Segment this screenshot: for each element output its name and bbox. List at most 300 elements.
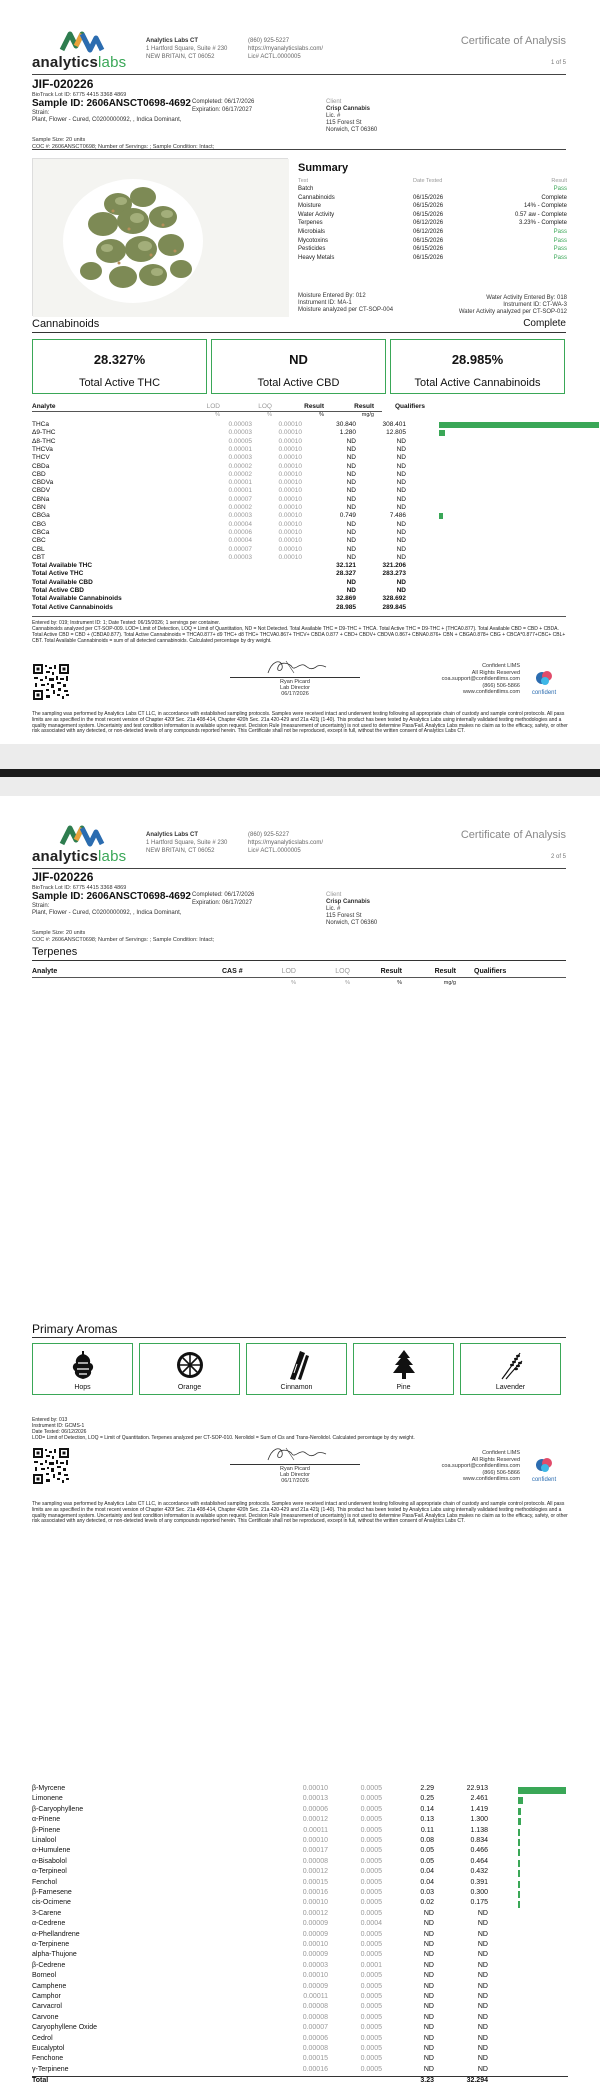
aromas-title: Primary Aromas — [32, 1322, 118, 1336]
terpene-name: Eucalyptol — [32, 2045, 65, 2052]
client-street: 115 Forest St — [326, 913, 362, 919]
confident-logo — [524, 1455, 564, 1489]
terpene-result-mg: 0.175 — [470, 1899, 488, 1907]
summary-result: 0.57 aw - Complete — [514, 211, 567, 218]
terpene-notes-method: LOD= Limit of Detection, LOQ = Limit of Quantitation. Terpenes analyzed per CT-SOP-010. Nerolidol = Sum of Cis and Trans-Nerolidol. Calculated percentage by dry weight. — [32, 1435, 415, 1441]
terpenes-title: Terpenes — [32, 946, 78, 958]
terpene-notes-instrument: Instrument ID: GCMS-1 — [32, 1423, 85, 1429]
terpene-result-pct: 2.29 — [420, 1785, 434, 1792]
qualifier-bar — [518, 1891, 520, 1898]
analyte-lod: 0.00003 — [228, 512, 252, 520]
terpene-result-pct: ND — [423, 1920, 434, 1928]
client-info — [326, 99, 377, 134]
terpene-lod: 0.00010 — [302, 1899, 328, 1907]
terpene-result-pct: 0.25 — [420, 1795, 434, 1803]
terpene-lod: 0.00008 — [302, 2003, 328, 2011]
terpene-loq: 0.0005 — [360, 1972, 382, 1980]
table-row — [32, 1920, 568, 1930]
terpene-lod: 0.00008 — [302, 2013, 328, 2021]
summary-date: 06/15/2026 — [413, 254, 444, 261]
table-row — [32, 1899, 568, 1909]
terpene-loq: 0.0005 — [360, 1847, 382, 1855]
summary-row — [298, 186, 567, 193]
client-label: Client — [326, 892, 342, 898]
terpene-result-pct: ND — [423, 2034, 434, 2042]
analyte-lod: 0.00005 — [228, 437, 252, 445]
summary-result: Pass — [553, 186, 567, 192]
page-number: 2 of 5 — [550, 854, 566, 860]
lims-name: Confident LIMS — [482, 663, 520, 669]
terpene-loq: 0.0005 — [360, 1930, 382, 1938]
total-result-pct: 28.985 — [336, 603, 356, 611]
analyte-result-pct: ND — [346, 462, 356, 470]
terpene-loq: 0.0005 — [360, 1909, 382, 1917]
analyte-name: CBD — [32, 470, 46, 478]
table-row — [32, 446, 568, 454]
table-row — [32, 2035, 568, 2045]
sign-date: 06/17/2026 — [281, 691, 309, 697]
kpi-value: 28.985% — [451, 352, 504, 367]
terpene-name: alpha-Thujone — [32, 1951, 77, 1959]
terpene-result-mg: ND — [477, 1920, 488, 1928]
table-row — [32, 429, 568, 437]
terpene-result-mg: ND — [477, 1972, 488, 1980]
analyte-lod: 0.00001 — [228, 479, 252, 487]
confident-lims-info — [400, 1450, 520, 1483]
lab-phone: (860) 925-5227 — [248, 832, 290, 838]
terpene-lod: 0.00010 — [302, 1837, 328, 1844]
terpene-result-pct: 0.08 — [420, 1837, 434, 1844]
analyte-result-pct: ND — [346, 528, 356, 536]
terpene-header-rule — [32, 977, 566, 978]
table-row — [32, 504, 568, 512]
confident-logo-text: confident — [531, 690, 557, 696]
wa-sop: Water Activity analyzed per CT-SOP-012 — [458, 309, 567, 315]
lims-email[interactable]: coa.support@confidentlims.com — [441, 676, 520, 682]
analyte-name: Δ9-THC — [32, 429, 56, 437]
summary-row — [298, 238, 567, 245]
qualifier-bar — [439, 513, 443, 519]
lims-website[interactable]: www.confidentlims.com — [462, 1476, 520, 1482]
sample-info — [32, 870, 568, 943]
total-row — [32, 595, 568, 603]
table-row — [32, 1879, 568, 1889]
expiration-date: Expiration: 06/17/2027 — [192, 899, 253, 906]
signer-role: Lab Director — [280, 1472, 310, 1478]
lab-license: Lic# ACTL.0000005 — [248, 848, 301, 854]
wa-entered: Water Activity Entered By: 018 — [486, 295, 567, 301]
total-result-pct: 3.23 — [420, 2077, 434, 2085]
sample-id: Sample ID: 2606ANSCT0698-4692 — [32, 98, 191, 109]
summary-title: Summary — [298, 162, 349, 174]
analyte-name: CBGa — [32, 512, 50, 520]
table-row — [32, 512, 568, 520]
total-name: Total Available Cannabinoids — [32, 595, 122, 603]
terpene-loq: 0.0005 — [360, 2045, 382, 2052]
terpene-name: β-Cedrene — [32, 1961, 66, 1969]
total-result-mg: ND — [396, 578, 406, 586]
table-row — [32, 529, 568, 537]
analyte-loq: 0.00010 — [278, 512, 302, 520]
terpene-result-mg: ND — [477, 1909, 488, 1917]
terpene-lod: 0.00016 — [302, 1889, 328, 1896]
summary-result: Pass — [553, 254, 567, 261]
col-loq: LOQ — [335, 968, 350, 975]
terpene-loq: 0.0005 — [360, 1837, 382, 1844]
wa-instrument: Instrument ID: CT-WA-3 — [503, 302, 567, 308]
confident-logo — [524, 668, 564, 702]
terpene-result-mg: 1.419 — [470, 1805, 488, 1813]
sample-dates — [192, 892, 254, 907]
analyte-result-mg: ND — [396, 495, 406, 503]
analyte-result-mg: ND — [396, 553, 406, 561]
terpene-result-pct: ND — [423, 2055, 434, 2063]
terpene-result-mg: 0.300 — [470, 1889, 488, 1896]
analyte-loq: 0.00010 — [278, 429, 302, 437]
terpene-loq: 0.0005 — [360, 2055, 382, 2063]
terpene-name: Borneol — [32, 1972, 57, 1980]
col-analyte: Analyte — [32, 968, 58, 975]
analyte-lod: 0.00004 — [228, 520, 252, 528]
qualifier-bar — [518, 1849, 520, 1856]
terpene-result-mg: ND — [477, 2013, 488, 2021]
kpi-total-active-cannabinoids — [390, 339, 565, 394]
summary-result: Complete — [541, 194, 567, 201]
total-name: Total Active CBD — [32, 587, 85, 594]
terpene-loq: 0.0005 — [360, 1951, 382, 1959]
terpene-lod: 0.00017 — [302, 1847, 328, 1855]
summary-header-date: Date Tested — [413, 178, 443, 184]
terpene-loq: 0.0004 — [360, 1920, 382, 1928]
terpene-name: Caryophyllene Oxide — [32, 2024, 97, 2032]
terpene-loq: 0.0005 — [360, 2003, 382, 2011]
cannabinoid-table-end-rule — [32, 616, 566, 617]
terpene-result-mg: 0.464 — [470, 1857, 488, 1865]
analyte-name: CBDVa — [32, 479, 54, 487]
lab-website[interactable]: https://myanalyticslabs.com/ — [248, 840, 324, 846]
kpi-total-active-cbd — [211, 339, 386, 394]
aroma-card-hops — [32, 1343, 133, 1395]
table-row — [32, 554, 568, 562]
signature-image — [230, 657, 360, 677]
lims-rights: All Rights Reserved — [471, 1456, 520, 1463]
lab-name: Analytics Labs CT — [146, 832, 199, 838]
table-row — [32, 521, 568, 529]
unit-result-pct: % — [397, 980, 402, 986]
lims-phone: (866) 506-5866 — [482, 682, 520, 689]
coc-info: COC #: 2606ANSCT0698; Number of Servings: ; Sample Condition: Intact; — [32, 143, 215, 150]
table-row — [32, 2003, 568, 2013]
terpene-loq: 0.0005 — [360, 1826, 382, 1834]
terpene-result-pct: ND — [423, 1951, 434, 1959]
analyte-name: CBG — [32, 520, 47, 528]
terpene-result-mg: 1.300 — [470, 1816, 488, 1824]
lims-phone: (866) 506-5866 — [482, 1469, 520, 1476]
analyte-result-pct: 30.840 — [336, 421, 356, 428]
qualifier-bar — [518, 1818, 521, 1825]
terpene-loq: 0.0005 — [360, 1878, 382, 1886]
terpene-lod: 0.00013 — [302, 1795, 328, 1803]
biotrack-lot: BioTrack Lot ID: 6775 4415 3368 4869 — [32, 92, 127, 98]
qualifier-bar — [439, 422, 599, 428]
analyte-name: CBC — [32, 537, 46, 545]
summary-row — [298, 255, 567, 262]
summary-test: Terpenes — [298, 220, 323, 227]
lab-license: Lic# ACTL.0000005 — [248, 54, 301, 60]
terpene-lod: 0.00010 — [302, 1785, 328, 1792]
analyte-name: THCV — [32, 454, 50, 462]
client-city: Norwich, CT 06360 — [326, 920, 378, 926]
analyte-loq: 0.00010 — [278, 445, 302, 453]
table-row — [32, 1868, 568, 1878]
summary-test: Microbials — [298, 229, 326, 235]
col-result-pct: Result — [380, 968, 402, 975]
qr-code-icon[interactable] — [32, 663, 70, 701]
total-row — [32, 604, 568, 612]
terpene-result-pct: ND — [423, 1941, 434, 1948]
lims-rights: All Rights Reserved — [471, 669, 520, 676]
analyte-loq: 0.00010 — [278, 504, 302, 511]
qualifier-bar — [518, 1901, 520, 1908]
lims-website[interactable]: www.confidentlims.com — [462, 689, 520, 695]
qualifier-bar — [518, 1860, 520, 1867]
unit-result-mg: mg/g — [361, 412, 374, 418]
aroma-label: Pine — [396, 1384, 411, 1391]
terpene-result-pct: ND — [423, 1909, 434, 1917]
lab-address-line2: NEW BRITAIN, CT 06052 — [146, 54, 215, 60]
terpene-result-pct: ND — [423, 1993, 434, 2000]
lab-contact — [248, 37, 388, 61]
terpene-name: β-Caryophyllene — [32, 1805, 84, 1813]
moisture-sop: Moisture analyzed per CT-SOP-004 — [298, 307, 394, 313]
lavender-icon — [496, 1349, 526, 1381]
analyte-name: CBT — [32, 553, 45, 561]
unit-result-mg: mg/g — [443, 980, 456, 986]
table-row — [32, 1889, 568, 1899]
aroma-label: Lavender — [495, 1384, 526, 1391]
signer-role: Lab Director — [280, 685, 310, 691]
summary-test: Pesticides — [298, 246, 326, 253]
terpene-result-mg: ND — [477, 2024, 488, 2032]
disclaimer-text: The sampling was performed by Analytics Labs CT LLC, in accordance with established sampling protocols. Samples were received intact and underwent testing following all appropriate chain of custody and sample control protocols. All pass limits are as specified in the most recent version of Chapter 420f Sec. 21a 408-414, Chapter 420h Sec. 21a 420-429 and 21a 421j (1-40). This product has been tested by Analytics Labs using internally validated testing methodologies and a quality management system. Uncertainty and test condition information is available upon request. Decision Rule (measurement of uncertainty) is not used to determine Pass/Fail. Analytics Labs makes no claim as to the efficacy, safety, or other risk associated with any detected, or non-detected levels of any compounds reported herein. This Certificate shall not be reproduced, except in full, without the written consent of Analytics Labs CT. — [32, 1501, 568, 1525]
table-row — [32, 1785, 568, 1795]
terpene-lod: 0.00009 — [302, 1920, 328, 1928]
strain-label: Strain: — [32, 903, 50, 909]
terpene-loq: 0.0005 — [360, 1816, 382, 1824]
summary-test: Water Activity — [298, 211, 335, 218]
analyte-loq: 0.00010 — [278, 553, 302, 561]
unit-lod: % — [291, 980, 296, 986]
terpene-name: α-Cedrene — [32, 1920, 66, 1928]
table-row — [32, 1993, 568, 2003]
lab-address-line1: 1 Hartford Square, Suite # 230 — [146, 46, 228, 52]
terpene-result-pct: ND — [423, 1972, 434, 1980]
analyte-name: CBDV — [32, 487, 51, 495]
terpene-name: cis-Ocimene — [32, 1899, 71, 1907]
sample-info — [32, 77, 568, 150]
terpene-name: Fenchol — [32, 1878, 57, 1886]
kpi-value: 28.327% — [93, 352, 146, 367]
page-separator — [0, 744, 600, 796]
summary-test: Cannabinoids — [298, 194, 335, 201]
cannabinoids-title: Cannabinoids — [32, 318, 100, 330]
lims-name: Confident LIMS — [482, 1450, 520, 1456]
terpene-result-pct: 0.04 — [420, 1878, 434, 1886]
terpene-name: α-Bisabolol — [32, 1857, 67, 1865]
pine-icon — [389, 1349, 419, 1381]
total-result-pct: 32.121 — [336, 562, 356, 570]
analyte-result-mg: 308.401 — [382, 421, 406, 428]
table-row — [32, 463, 568, 471]
summary-date: 06/15/2026 — [413, 203, 444, 210]
col-result-mg: Result — [354, 403, 374, 410]
moisture-info — [298, 293, 393, 314]
completed-date: Completed: 06/17/2026 — [192, 99, 255, 105]
analyte-lod: 0.00003 — [228, 421, 252, 428]
terpene-lod: 0.00012 — [302, 1909, 328, 1917]
col-lod: LOD — [281, 968, 296, 975]
analyte-lod: 0.00001 — [228, 487, 252, 495]
qr-code-icon[interactable] — [32, 1447, 70, 1485]
analyte-result-pct: 1.280 — [339, 429, 356, 437]
lab-website[interactable]: https://myanalyticslabs.com/ — [248, 46, 324, 52]
summary-date: 06/15/2026 — [413, 194, 444, 201]
aroma-label: Hops — [74, 1384, 91, 1391]
table-row — [32, 2045, 568, 2055]
analyte-result-pct: ND — [346, 504, 356, 511]
strain-value: Plant, Flower - Cured, C0200000092, , Indica Dominant, — [32, 117, 182, 123]
client-info — [326, 892, 377, 927]
strain-label: Strain: — [32, 110, 50, 116]
terpene-loq: 0.0005 — [360, 1941, 382, 1948]
table-row — [32, 1951, 568, 1961]
kpi-label: Total Active CBD — [257, 377, 340, 389]
logo-wordmark: analyticslabs — [32, 54, 127, 71]
terpene-result-mg: 0.466 — [470, 1847, 488, 1855]
analyte-loq: 0.00010 — [278, 495, 302, 503]
summary-test: Batch — [298, 186, 314, 192]
terpene-loq: 0.0005 — [360, 2034, 382, 2042]
terpene-result-mg: 0.834 — [470, 1837, 488, 1844]
analyte-result-mg: ND — [396, 437, 406, 445]
total-result-mg: ND — [396, 587, 406, 594]
terpene-result-mg: ND — [477, 1961, 488, 1969]
qualifier-bar — [439, 430, 445, 436]
client-license: Lic. # — [326, 906, 341, 912]
analyte-loq: 0.00010 — [278, 462, 302, 470]
unit-loq: % — [267, 412, 272, 418]
total-name: Total — [32, 2077, 49, 2085]
total-result-pct: 28.327 — [336, 570, 356, 578]
terpene-name: Linalool — [32, 1837, 57, 1844]
total-result-pct: ND — [346, 587, 356, 594]
summary-result: Pass — [553, 237, 567, 244]
terpene-loq: 0.0001 — [360, 1961, 382, 1969]
table-row — [32, 1847, 568, 1857]
terpene-result-mg: ND — [477, 1941, 488, 1948]
terpene-lod: 0.00015 — [302, 2055, 328, 2063]
sample-size: Sample Size: 20 units — [32, 137, 86, 143]
terpenes-rule — [32, 960, 566, 961]
jif-number: JIF-020226 — [32, 77, 94, 91]
terpene-lod: 0.00007 — [302, 2024, 328, 2032]
kpi-label: Total Active Cannabinoids — [414, 377, 541, 389]
lab-name: Analytics Labs CT — [146, 38, 199, 44]
sample-size: Sample Size: 20 units — [32, 930, 86, 936]
sign-date: 06/17/2026 — [281, 1478, 309, 1484]
analyte-lod: 0.00003 — [228, 454, 252, 462]
col-qualifiers: Qualifiers — [474, 968, 507, 975]
terpene-lod: 0.00010 — [302, 1941, 328, 1948]
analyte-name: CBCa — [32, 528, 50, 536]
terpene-lod: 0.00012 — [302, 1816, 328, 1824]
terpene-lod: 0.00012 — [302, 1868, 328, 1876]
total-row — [32, 2076, 568, 2086]
terpene-lod: 0.00015 — [302, 1878, 328, 1886]
summary-row — [298, 195, 567, 202]
qualifier-bar — [518, 1870, 520, 1877]
terpene-result-mg: ND — [477, 2003, 488, 2011]
aroma-label: Orange — [177, 1384, 202, 1391]
summary-result: 3.23% - Complete — [518, 220, 567, 227]
table-row — [32, 487, 568, 495]
analyte-result-mg: 12.805 — [386, 429, 406, 437]
coc-info: COC #: 2606ANSCT0698; Number of Servings: ; Sample Condition: Intact; — [32, 936, 215, 943]
header-rule — [32, 74, 566, 75]
terpene-result-mg: ND — [477, 1993, 488, 2000]
terpene-result-mg: ND — [477, 2034, 488, 2042]
analyte-result-mg: ND — [396, 545, 406, 553]
strain-info — [32, 110, 192, 124]
terpene-result-pct: 0.02 — [420, 1899, 434, 1907]
terpene-loq: 0.0005 — [360, 2065, 382, 2073]
terpene-name: α-Terpineol — [32, 1868, 67, 1876]
analyte-result-pct: 0.749 — [339, 512, 356, 520]
terpene-loq: 0.0005 — [360, 2013, 382, 2021]
summary-test: Mycotoxins — [298, 237, 329, 244]
unit-loq: % — [345, 980, 350, 986]
terpene-name: Cedrol — [32, 2034, 53, 2042]
lab-address — [146, 37, 251, 61]
terpene-result-pct: ND — [423, 2065, 434, 2073]
terpene-name: Camphene — [32, 1982, 67, 1990]
col-result-pct: Result — [304, 403, 324, 410]
terpene-result-pct: 0.14 — [420, 1805, 434, 1813]
analyte-loq: 0.00010 — [278, 537, 302, 545]
analyte-loq: 0.00010 — [278, 470, 302, 478]
total-row — [32, 562, 568, 570]
summary-header-test: Test — [298, 178, 309, 184]
terpene-lod: 0.00006 — [302, 2034, 328, 2042]
logo-wordmark: analyticslabs — [32, 848, 127, 865]
table-row — [32, 421, 568, 429]
sample-id: Sample ID: 2606ANSCT0698-4692 — [32, 891, 191, 902]
sample-photo — [32, 158, 288, 316]
analyte-loq: 0.00010 — [278, 520, 302, 528]
analyte-loq: 0.00010 — [278, 479, 302, 487]
lims-email[interactable]: coa.support@confidentlims.com — [441, 1463, 520, 1469]
summary-row — [298, 212, 567, 219]
cannabinoid-notes-method: Cannabinoids analyzed per CT-SOP-009. LOD= Limit of Detection, LOQ = Limit of Quantitation, ND = Not Detected. Total Available THC = D9-THC + THCA. Total Active THC = D9-THC + (THCA0.877). Total Available CBD = CBD + CBDA. Total Active CBD = CBD + (CBDA0.877). Total Active Cannabinoids = THCA0.877+ d9 THC+ d8 THC+ THCVA0.867+ THCV+ CBDA 0.877 + CBD+ CBDV+ CBDVA 0.867+ CBNA0.876+ CBN + CBGA0.878+ CBG + CBCA*0.877+CBC+ CBL+ CBT. Total Available Cannabinoids = sum of all detected cannabinoids. Calculated percentage by dry weight. — [32, 626, 566, 644]
analyte-lod: 0.00007 — [228, 495, 252, 503]
cannabinoid-header-rule — [32, 411, 382, 412]
col-analyte: Analyte — [32, 403, 56, 410]
signature-text — [230, 679, 360, 697]
table-row — [32, 1962, 568, 1972]
terpene-result-mg: ND — [477, 2045, 488, 2052]
terpene-loq: 0.0005 — [360, 1857, 382, 1865]
table-row — [32, 1931, 568, 1941]
